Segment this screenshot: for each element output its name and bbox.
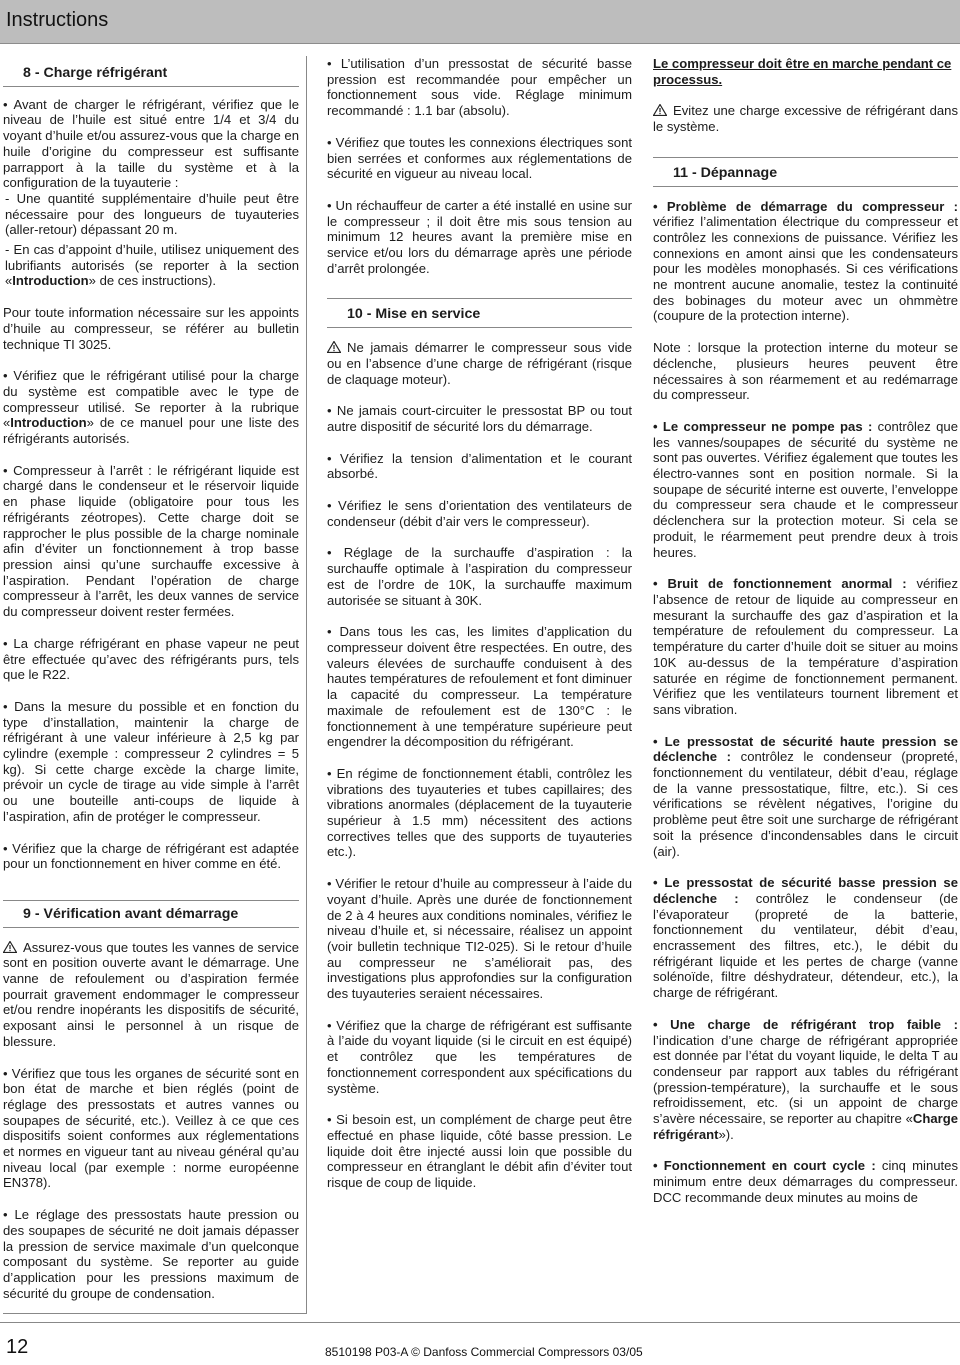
warning-icon [653, 104, 667, 116]
paragraph: • Vérifiez que tous les organes de sécurité sont en bon état de marche et bien réglés (point de réglage des pressostats et autres vannes ou soupapes de sécurité, etc.). Veillez à ce que ces dispositifs soient conformes aux réglementations et normes en vigueur tant au niveau général qu’au niveau local (par exemple : norme européenne EN378). [3, 1065, 299, 1191]
paragraph: • Dans la mesure du possible et en fonction du type d’installation, maintenir la charge de réfrigérant à une valeur inférieure à 2,5 kg par cylindre (exemple : compresseur 2 cylindres = 5 kg). Si cette charge excède la charge limite, prévoir un cycle de tirage au vide simple à l’arrêt ou une bouteille anti-coups de liquide à l’aspiration, afin de protéger le compresseur. [3, 698, 299, 824]
section-10-title: 10 - Mise en service [327, 298, 632, 328]
paragraph: • Une charge de réfrigérant trop faible : l’indication d’une charge de réfrigérant appropriée est donnée par l’état du voyant liquide, le delta T au condenseur par rapport aux tables du réfrigérant (pression-température), la surchauffe et le sous refroidissement, etc. (si un appoint de charge s’avère nécessaire, se reporter au chapitre «Charge réfrigérant»). [653, 1016, 958, 1142]
paragraph: Pour toute information nécessaire sur les appoints d’huile au compresseur, se référer au bulletin technique TI 3025. [3, 305, 299, 352]
paragraph: • Avant de charger le réfrigérant, vérifiez que le niveau de l’huile est situé entre 1/4 et 3/4 du voyant d’huile et/ou assurez-vous que la charge en huile d’origine du compresseur est suffisante parrapport à la taille du système et à la configuration de la tuyauterie : [3, 96, 299, 191]
paragraph: • Le pressostat de sécurité haute pression se déclenche : contrôlez le condenseur (propreté, fonctionnement du ventilateur, débit d’eau, réglage de la vanne pressostatique, filtre, etc.). Si ces vérifications se révèlent négatives, l’origine du problème peut être soit une surcharge de réfrigérant soit la présence d’incondensables dans le circuit (air). [653, 733, 958, 859]
paragraph: • Vérifiez que la charge de réfrigérant est adaptée pour un fonctionnement en hiver comme en été. [3, 840, 299, 872]
paragraph: - En cas d’appoint d’huile, utilisez uniquement des lubrifiants autorisés (se reporter à la section «Introduction» de ces instructions). [5, 242, 299, 289]
paragraph: • Problème de démarrage du compresseur : vérifiez l’alimentation électrique du compresseur et contrôlez les connexions de puissance. Vérifiez les connexions en amont ainsi que les condensateurs pour les modèles monophasés. Si ces vérifications ne montrent aucune anomalie, testez la continuité des bobinages du moteur avec un ohmmètre (coupure de la protection interne). [653, 198, 958, 324]
section-8-title: 8 - Charge réfrigérant [3, 56, 299, 87]
section-11-title: 11 - Dépannage [653, 157, 958, 187]
document-reference: 8510198 P03-A © Danfoss Commercial Compressors 03/05 [325, 1345, 643, 1359]
paragraph: • Bruit de fonctionnement anormal : vérifiez l’absence de retour de liquide au compresseur en mesurant la surchauffe des gaz d’aspiration et la température de refoulement du compresseur. La température du carter d’huile doit se situer au moins 10K au-dessus de la température d’aspiration saturée en régime de fonctionnement permanent. Vérifiez que les ventilateurs tournent librement et sans vibration. [653, 576, 958, 717]
paragraph: • Un réchauffeur de carter a été installé en usine sur le compresseur ; il doit être mis sous tension au minimum 12 heures avant la première mise en service et/ou lors du démarrage après une période d’arrêt prolongée. [327, 197, 632, 276]
paragraph: - Une quantité supplémentaire d’huile peut être nécessaire pour des longueurs de tuyauteries (aller-retour) dépassant 20 m. [5, 190, 299, 238]
warning-icon [3, 941, 17, 953]
warning-icon [327, 341, 341, 353]
paragraph: • Vérifiez que toutes les connexions électriques sont bien serrées et conformes aux réglementations de sécurité en vigueur au niveau local. [327, 134, 632, 182]
section-9-title: 9 - Vérification avant démarrage [3, 900, 299, 928]
column-1 [3, 56, 307, 1317]
paragraph: Le compresseur doit être en marche pendant ce processus. [653, 56, 952, 87]
paragraph: • Réglage de la surchauffe d’aspiration : la surchauffe optimale à l’aspiration du compresseur est de l’ordre de 10K, la surchauffe maximum autorisée se situant à 30K. [327, 545, 632, 608]
page-title: Instructions [6, 9, 109, 31]
column-3 [653, 56, 958, 1222]
paragraph: • Ne jamais court-circuiter le pressostat BP ou tout autre dispositif de sécurité lors du démarrage. [327, 403, 632, 434]
paragraph: Evitez une charge excessive de réfrigérant dans le système. [653, 103, 958, 135]
paragraph: • Vérifier le retour d’huile au compresseur à l’aide du voyant d’huile. Après une durée de fonctionnement de 2 à 4 heures aux conditions nominales, vérifiez le niveau d’huile et, si nécessaire, réalisez un appoint (voir bulletin technique TI2-025). Si le retour d’huile au compresseur ne s’améliorait pas, des investigations plus approfondies sur la configuration des tuyauteries seraient nécessaires. [327, 876, 632, 1002]
page-number: 12 [6, 1336, 29, 1358]
header-bar [0, 0, 960, 44]
paragraph: • Vérifiez que le réfrigérant utilisé pour la charge du système est compatible avec le type de compresseur utilisé. Se reporter à la rubrique «Introduction» de ce manuel pour une liste des réfrigérants autorisés. [3, 368, 299, 447]
column-2 [327, 56, 632, 1207]
paragraph: • Dans tous les cas, les limites d’application du compresseur doivent être respectées. En outre, des valeurs élevées de surchauffe conduisent à des hautes températures de refoulement et font diminuer la capacité du compresseur. La température maximale de refoulement est de 130°C : le fonctionnement à une température supérieure peut engendrer la décomposition du réfrigérant. [327, 624, 632, 750]
paragraph: • Vérifiez la tension d’alimentation et le courant absorbé. [327, 450, 632, 482]
footer-divider [0, 1322, 960, 1323]
paragraph: • Vérifiez que la charge de réfrigérant est suffisante à l’aide du voyant liquide (si le circuit en est équipé) et contrôlez que les températures de fonctionnement correspondent aux spécifications du système. [327, 1017, 632, 1096]
footer [0, 1322, 960, 1365]
paragraph: • En régime de fonctionnement établi, contrôlez les vibrations des tuyauteries et tubes capillaires; des vibrations anormales (déplacement de la tuyauterie supérieur à 1.5 mm) nécessitent des actions correctives telles que des supports de tuyauteries etc.). [327, 765, 632, 860]
paragraph: • Le pressostat de sécurité basse pression se déclenche : contrôlez le condenseur (de l’évaporateur (propreté de la batterie, fonctionnement du ventilateur, débit d’eau, encrassement des filtres, etc.), le débit du réfrigérant liquide et les pertes de charge (vanne solénoïde, filtre déshydrateur, détendeur, etc.), la charge de réfrigérant. [653, 875, 958, 1001]
paragraph: • Vérifiez le sens d’orientation des ventilateurs de condenseur (débit d’air vers le compresseur). [327, 498, 632, 529]
paragraph: • Si besoin est, un complément de charge peut être effectué en phase liquide, côté basse pression. Le liquide doit être injecté aussi loin que possible du compresseur en étranglant le débit afin d’éviter tout risque de coup de liquide. [327, 1112, 632, 1191]
paragraph: Assurez-vous que toutes les vannes de service sont en position ouverte avant le démarrage. Une vanne de refoulement ou d’aspiration fermée pourrait gravement endommager le compresseur et/ou rendre inopérants les dispositifs de sécurité, exposant ainsi le personnel à un risque de blessure. [3, 939, 299, 1049]
paragraph: Ne jamais démarrer le compresseur sous vide ou en l’absence d’une charge de réfrigérant (risque de claquage moteur). [327, 340, 632, 387]
paragraph: • Fonctionnement en court cycle : cinq minutes minimum entre deux démarrages du compresseur. DCC recommande deux minutes au moins de [653, 1158, 959, 1205]
paragraph: • Compresseur à l’arrêt : le réfrigérant liquide est chargé dans le condenseur et le réservoir liquide en phase liquide (obligatoire pour tous les réfrigérants zéotropes). Cette charge doit se rapprocher le plus possible de la charge nominale afin d’éviter un fonctionnement à trop basse pression ainsi qu’une surchauffe excessive à l’aspiration. Pendant l’opération de charge compresseur à l’arrêt, les deux vannes de service du compresseur doivent rester fermées. [3, 462, 299, 620]
paragraph: • Le compresseur ne pompe pas : contrôlez que les vannes/soupapes de sécurité du système ne sont pas ouvertes. Vérifiez également que toutes les électro-vannes sont en position normale. Si la soupape de sécurité interne est ouverte, l’enveloppe du compresseur sera chaude et le compresseur déclenchera sur la protection moteur. Si cela se produit, le réarmement peut prendre deux à trois heures. [653, 418, 958, 560]
paragraph: • L’utilisation d’un pressostat de sécurité basse pression est recommandée pour empêcher un fonctionnement sous vide. Réglage minimum recommandé : 1.1 bar (absolu). [327, 56, 632, 119]
paragraph: • La charge réfrigérant en phase vapeur ne peut être effectuée qu’avec des réfrigérants purs, tels que le R22. [3, 635, 299, 683]
cross-reference-link[interactable]: Charge réfrigérant [653, 1111, 958, 1142]
paragraph: • Le réglage des pressostats haute pression ou des soupapes de sécurité ne doit jamais dépasser la pression de service maximale d’un quelconque composant du système. Se reporter au guide d’application pour les pressions maximum de sécurité du groupe de condensation. [3, 1207, 299, 1301]
paragraph: Note : lorsque la protection interne du moteur se déclenche, plusieurs heures peuvent être nécessaires à son réarmement et au redémarrage du compresseur. [653, 340, 958, 403]
